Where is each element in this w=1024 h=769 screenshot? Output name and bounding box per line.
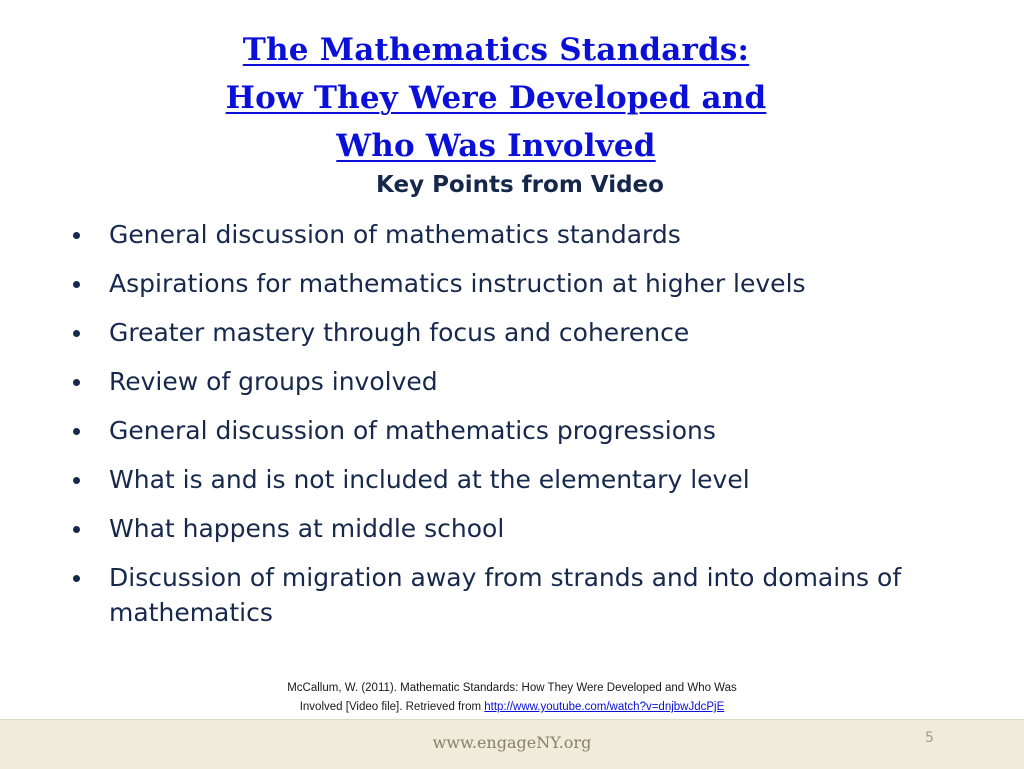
subtitle-text: Key Points from Video bbox=[376, 172, 664, 198]
bullet-dot-icon bbox=[73, 428, 80, 435]
bullet-item bbox=[70, 315, 970, 350]
citation-line-2-text: Involved [Video file]. Retrieved from bbox=[299, 701, 485, 713]
bullet-text: What is and is not included at the elementary level bbox=[109, 465, 750, 494]
bullet-text: General discussion of mathematics progressions bbox=[109, 416, 716, 445]
bullet-item bbox=[70, 413, 970, 448]
bullet-dot-icon bbox=[73, 575, 80, 582]
bullet-text: Discussion of migration away from strands and into domains of mathematics bbox=[109, 563, 902, 627]
citation bbox=[0, 679, 1024, 717]
bullet-item bbox=[70, 560, 970, 630]
bullet-text: General discussion of mathematics standards bbox=[109, 220, 681, 249]
citation-line-2 bbox=[0, 698, 1024, 717]
page-number: 5 bbox=[925, 730, 934, 746]
bullet-dot-icon bbox=[73, 281, 80, 288]
title-line-3: Who Was Involved bbox=[336, 128, 656, 164]
bullet-list bbox=[70, 217, 970, 644]
bullet-text: What happens at middle school bbox=[109, 514, 505, 543]
bullet-text: Aspirations for mathematics instruction at higher levels bbox=[109, 269, 806, 298]
bullet-text: Greater mastery through focus and coherence bbox=[109, 318, 690, 347]
bullet-item bbox=[70, 266, 970, 301]
bullet-dot-icon bbox=[73, 330, 80, 337]
title-line-1: The Mathematics Standards: bbox=[242, 32, 750, 68]
title-line-2: How They Were Developed and bbox=[225, 80, 767, 116]
bullet-text: Review of groups involved bbox=[109, 367, 438, 396]
slide-title bbox=[0, 26, 1024, 170]
footer-url: www.engageNY.org bbox=[432, 733, 592, 752]
bullet-item bbox=[70, 217, 970, 252]
bullet-item bbox=[70, 511, 970, 546]
bullet-dot-icon bbox=[73, 232, 80, 239]
bullet-dot-icon bbox=[73, 379, 80, 386]
bullet-dot-icon bbox=[73, 477, 80, 484]
slide-subtitle bbox=[0, 172, 1024, 198]
bullet-item bbox=[70, 462, 970, 497]
bullet-dot-icon bbox=[73, 526, 80, 533]
bullet-item bbox=[70, 364, 970, 399]
video-link[interactable]: http://www.youtube.com/watch?v=dnjbwJdcPjE bbox=[484, 701, 725, 713]
citation-line-1: McCallum, W. (2011). Mathematic Standards: How They Were Developed and Who Was bbox=[287, 682, 737, 694]
